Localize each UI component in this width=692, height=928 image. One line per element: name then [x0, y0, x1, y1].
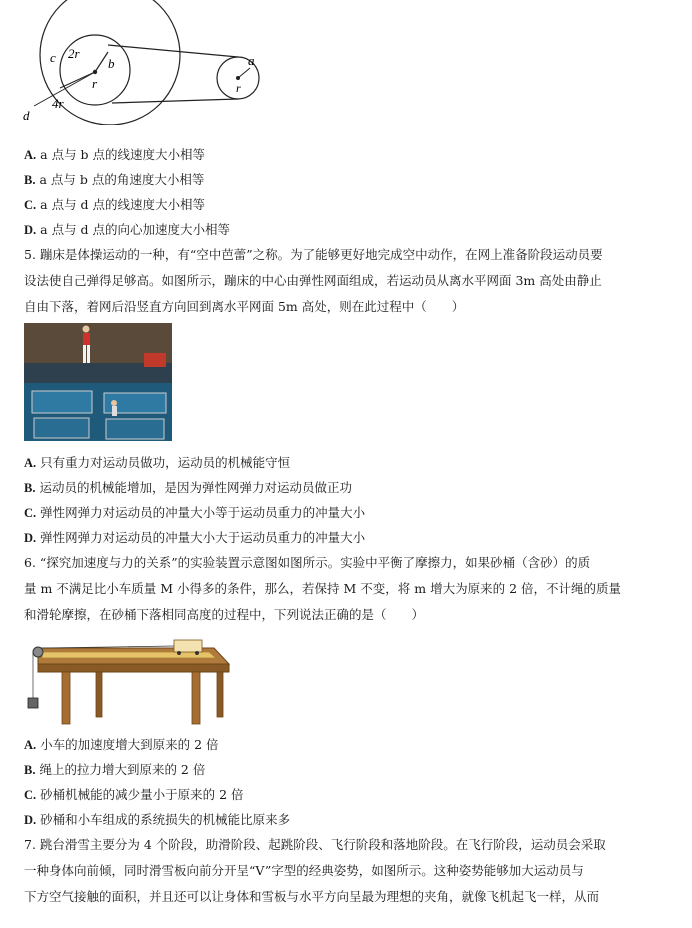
q5-option-c: C. 弹性网弹力对运动员的冲量大小等于运动员重力的冲量大小: [24, 505, 366, 520]
q4-option-a: A. a 点与 b 点的线速度大小相等: [24, 147, 206, 162]
label-a: a: [248, 53, 255, 68]
label-d: d: [23, 108, 30, 123]
label-r-inner: r: [92, 76, 98, 91]
label-b: b: [108, 56, 115, 71]
q6-option-a: A. 小车的加速度增大到原来的 2 倍: [24, 737, 219, 752]
q7-line-1: 7. 跳台滑雪主要分为 4 个阶段，助滑阶段、起跳阶段、飞行阶段和落地阶段。在飞行阶段，运动员会采取: [24, 837, 606, 852]
wheel-diagram: [20, 0, 270, 125]
q6-option-c: C. 砂桶机械能的减少量小于原来的 2 倍: [24, 787, 244, 802]
trampoline-photo: [24, 323, 172, 441]
q7-line-2: 一种身体向前倾，同时滑雪板向前分开呈“V”字型的经典姿势，如图所示。这种姿势能够加大运动员与: [24, 863, 584, 878]
label-2r: 2r: [68, 46, 80, 61]
label-4r: 4r: [52, 96, 64, 111]
q4-option-c: C. a 点与 d 点的线速度大小相等: [24, 197, 206, 212]
q6-line-3: 和滑轮摩擦，在砂桶下落相同高度的过程中，下列说法正确的是（ ）: [24, 607, 425, 622]
q5-option-a: A. 只有重力对运动员做功，运动员的机械能守恒: [24, 455, 291, 470]
label-r-small: r: [236, 81, 241, 95]
q4-option-b: B. a 点与 b 点的角速度大小相等: [24, 172, 205, 187]
q7-line-3: 下方空气接触的面积，并且还可以让身体和雪板与水平方向呈最为理想的夹角，就像飞机起飞一样，从而: [24, 889, 600, 904]
q6-line-1: 6. “探究加速度与力的关系”的实验装置示意图如图所示。实验中平衡了摩擦力，如果砂桶（含砂）的质: [24, 555, 591, 570]
q6-option-b: B. 绳上的拉力增大到原来的 2 倍: [24, 762, 206, 777]
q5-line-1: 5. 蹦床是体操运动的一种，有“空中芭蕾”之称。为了能够更好地完成空中动作，在网上准备阶段运动员要: [24, 247, 603, 262]
q6-option-d: D. 砂桶和小车组成的系统损失的机械能比原来多: [24, 812, 291, 827]
q4-option-d: D. a 点与 d 点的向心加速度大小相等: [24, 222, 231, 237]
q5-line-3: 自由下落，着网后沿竖直方向回到离水平网面 5m 高处，则在此过程中（ ）: [24, 299, 465, 314]
q5-option-d: D. 弹性网弹力对运动员的冲量大小大于运动员重力的冲量大小: [24, 530, 366, 545]
q5-line-2: 设法使自己弹得足够高。如图所示，蹦床的中心由弹性网面组成，若运动员从离水平网面 3m 高处由静止: [24, 273, 602, 288]
q5-option-b: B. 运动员的机械能增加，是因为弹性网弹力对运动员做正功: [24, 480, 352, 495]
label-c: c: [50, 50, 56, 65]
q6-line-2: 量 m 不满足比小车质量 M 小得多的条件，那么，若保持 M 不变，将 m 增大为原来的 2 倍，不计绳的质量: [24, 581, 621, 596]
cart-table-figure: [24, 632, 234, 732]
